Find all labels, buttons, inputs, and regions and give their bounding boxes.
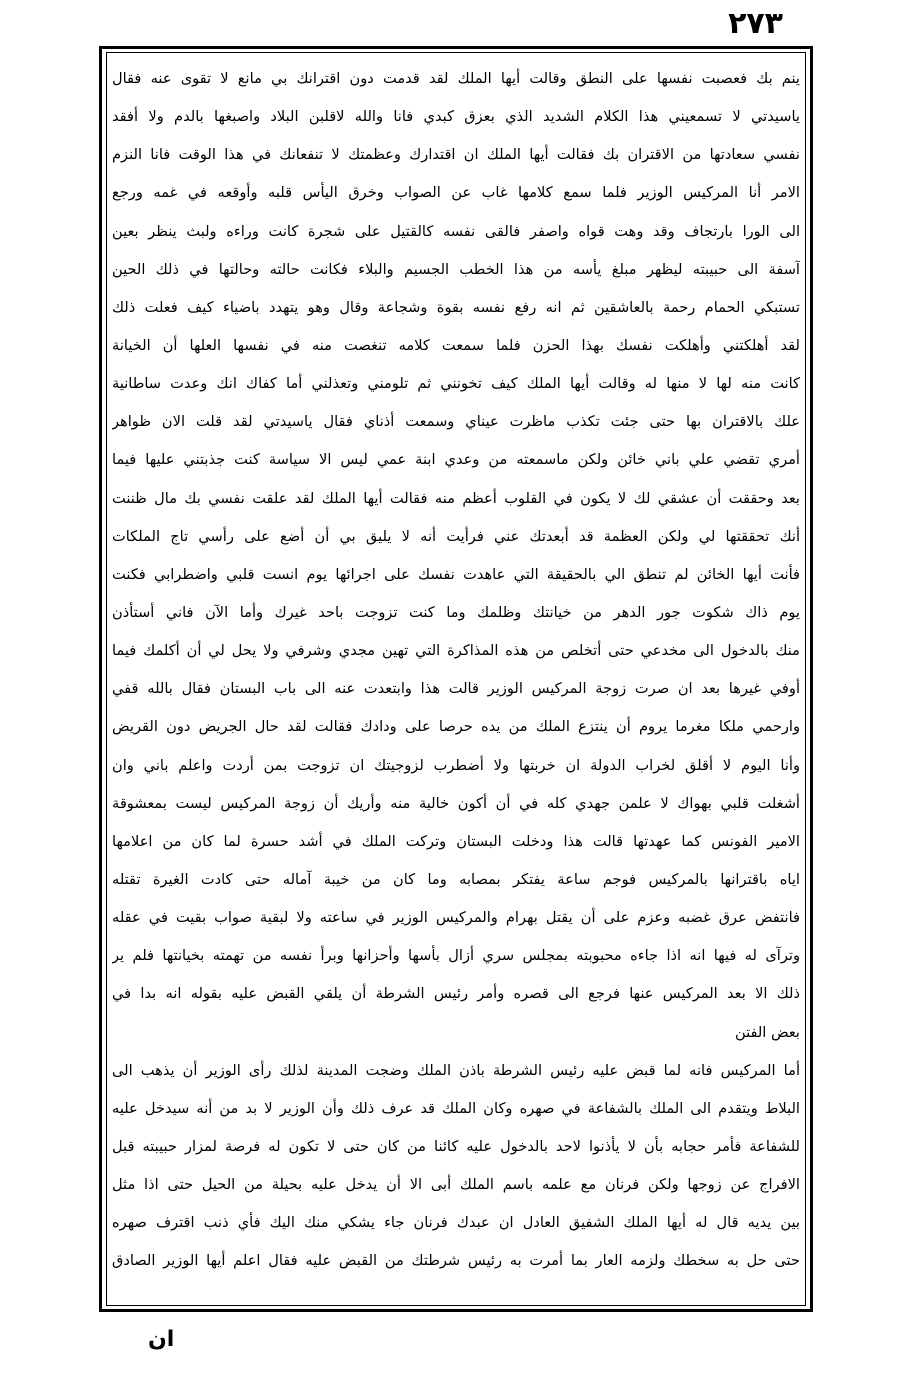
text-line: يوم ذاك شكوت جور الدهر من خيانتك وظلمك وما كنت تزوجت باحد غيرك وأما الآن فاني أستأذن	[112, 603, 800, 621]
text-line: الافراج عن زوجها ولكن فرنان مع علمه باسم الملك أبى الا أن يدخل عليه بحيلة من الحيل حتى اذا مثل	[112, 1176, 800, 1194]
text-block	[112, 60, 800, 1300]
text-line: أما المركيس فانه لما قبض عليه رئيس الشرطة باذن الملك وضجت المدينة لذلك رأى الوزير أن يذهب الى	[112, 1061, 800, 1079]
text-line: للشفاعة فأمر حجابه بأن لا يأذنوا لاحد بالدخول عليه كائنا من كان حتى لا تكون له فرصة لمزار حبيبته قبل	[112, 1137, 800, 1155]
text-line: كانت منه لها لا منها له وقالت أيها الملك كيف تخونني ثم تلومني وتعذلني أما كفاك انك وعدت ساطانية	[112, 375, 800, 393]
text-line: نفسي سعادتها من الاقتران بك فقالت أيها الملك ان اقتدارك وعظمتك لا تنفعانك في هذا الوقت فانا النزم	[112, 146, 800, 164]
text-line: أنك تحققتها لي ولكن العظمة قد أبعدتك عني فرأيت أنه لا يليق بي أن أضع على رأسي تاج الملكات	[112, 527, 800, 545]
text-line: فأنت أيها الخائن لم تنطق الي بالحقيقة التي عاهدت نفسك على اجرائها يوم انست قلبي واضطرابي فكنت	[112, 565, 800, 583]
text-line: ياسيدتي لا تسمعيني هذا الكلام الشديد الذي بعزق كبدي فانا والله لاقلبن البلاد واصبغها بالدم ولا أفقد	[112, 108, 800, 126]
text-line: وأنا اليوم لا أقلق لخراب الدولة ان خربتها ولا أضطرب لزوجيتك ان تزوجت بمن أردت واعلم باني وان	[112, 756, 800, 774]
text-line: آسفة الى حبيبته ليظهر مبلغ يأسه من هذا الخطب الجسيم والبلاء فكانت حالته وحالتها في ذلك الحين	[112, 260, 800, 278]
text-line: اياه باقترانها بالمركيس فوجم ساعة يفتكر بمصابه وما كان من خيبة آماله حتى كادت الغيرة تقتله	[112, 870, 800, 888]
text-line: البلاط ويتقدم الى الملك بالشفاعة في صهره وكان الملك قد عرف ذلك وأن الوزير لا بد من أنه سيدخل عليه	[112, 1099, 800, 1117]
text-line: الى الورا بارتجاف وقد وهت قواه واصفر فالقى نفسه كالقتيل على شجرة كانت وراءه ولبث ينظر بعين	[112, 222, 800, 240]
text-line: فانتفض عرق غضبه وعزم على أن يقتل بهرام والمركيس الوزير في ساعته ولا لبقية صواب بقيت في عقله	[112, 909, 800, 927]
text-line: أمري تقضي علي باني خائن ولكن ماسمعته من وعدي ابنة عمي ليس الا سياسة كنت جذبتني عليها فيما	[112, 451, 800, 469]
text-line: الامير الفونس كما عهدتها قالت هذا ودخلت البستان وتركت الملك في أشد حسرة لما كان من اعلامها	[112, 832, 800, 850]
text-line: أوفي غيرها بعد ان صرت زوجة المركيس الوزير قالت هذا وابتعدت عنه الى باب البستان فقال بالله قفي	[112, 680, 800, 698]
text-line: بعد وحققت أن عشقي لك لا يكون في القلوب أعظم منه فقالت أيها الملك لقد علقت نفسي بك مال ظننت	[112, 489, 800, 507]
text-line-paragraph-end: بعض الفتن	[734, 1023, 800, 1041]
text-line: تستبكي الحمام رحمة بالعاشقين ثم انه رفع نفسه بقوة وشجاعة وقال وهو يتهدد باضياء كيف فعلت ذلك	[112, 298, 800, 316]
catchword: ان	[148, 1327, 175, 1352]
text-line: وترآى له فيها انه اذا جاءه محبوبته بمجلس سري أزال بأسها وأحزانها وبرأ نفسه من تهمته بخيانتها فلم ير	[112, 947, 800, 965]
page-number: ٢٧٣	[728, 6, 783, 41]
text-line: ينم بك فعصبت نفسها على النطق وقالت أيها الملك لقد قدمت دون اقترانك بي مانع لا تقوى عنه فقال	[112, 70, 800, 87]
text-line: حتى حل به سخطك ولزمه العار بما أمرت به رئيس شرطتك من القبض عليه فقال اعلم أيها الوزير الصادق	[112, 1252, 800, 1270]
text-line: لقد أهلكتني وأهلكت نفسك بهذا الحزن فلما سمعت كلامه تنغصت منه في نفسها العلها أن الخيانة	[112, 336, 800, 354]
text-line: الامر أنا المركيس الوزير فلما سمع كلامها غاب عن الصواب وخرق اليأس قلبه وأوقعه في غمه ورجع	[112, 184, 800, 202]
text-line: علك بالاقتران بها حتى جئت تكذب ماظرت عيناي وسمعت أذناي فقال ياسيدتي لقد قلت الان ظواهر	[112, 413, 800, 431]
text-line: ذلك الا بعد المركيس عنها فرجع الى قصره وأمر رئيس الشرطة أن يلقي القبض عليه بقوله انه بدا في	[112, 985, 800, 1003]
text-line: أشغلت قلبي بهواك لا علمن جهدي كله في أن أكون خالية منه وأريك أن زوجة المركيس ليست بمعشوقة	[112, 794, 800, 812]
text-line: وارحمي ملكا مغرما يروم أن ينتزع الملك من يده حرصا على ودادك فقالت لقد حال الجريض دون القريض	[112, 718, 800, 736]
text-line: بين يديه قال له أيها الملك الشفيق العادل ان عبدك فرنان جاء يشكي منك اليك فأي ذنب اقترف صهره	[112, 1214, 800, 1232]
text-line: منك بالدخول الى مخدعي حتى أتخلص من هذه المذاكرة التي تهين مجدي وشرفي ولا يحل لي أن أكلمك فيما	[112, 642, 800, 660]
